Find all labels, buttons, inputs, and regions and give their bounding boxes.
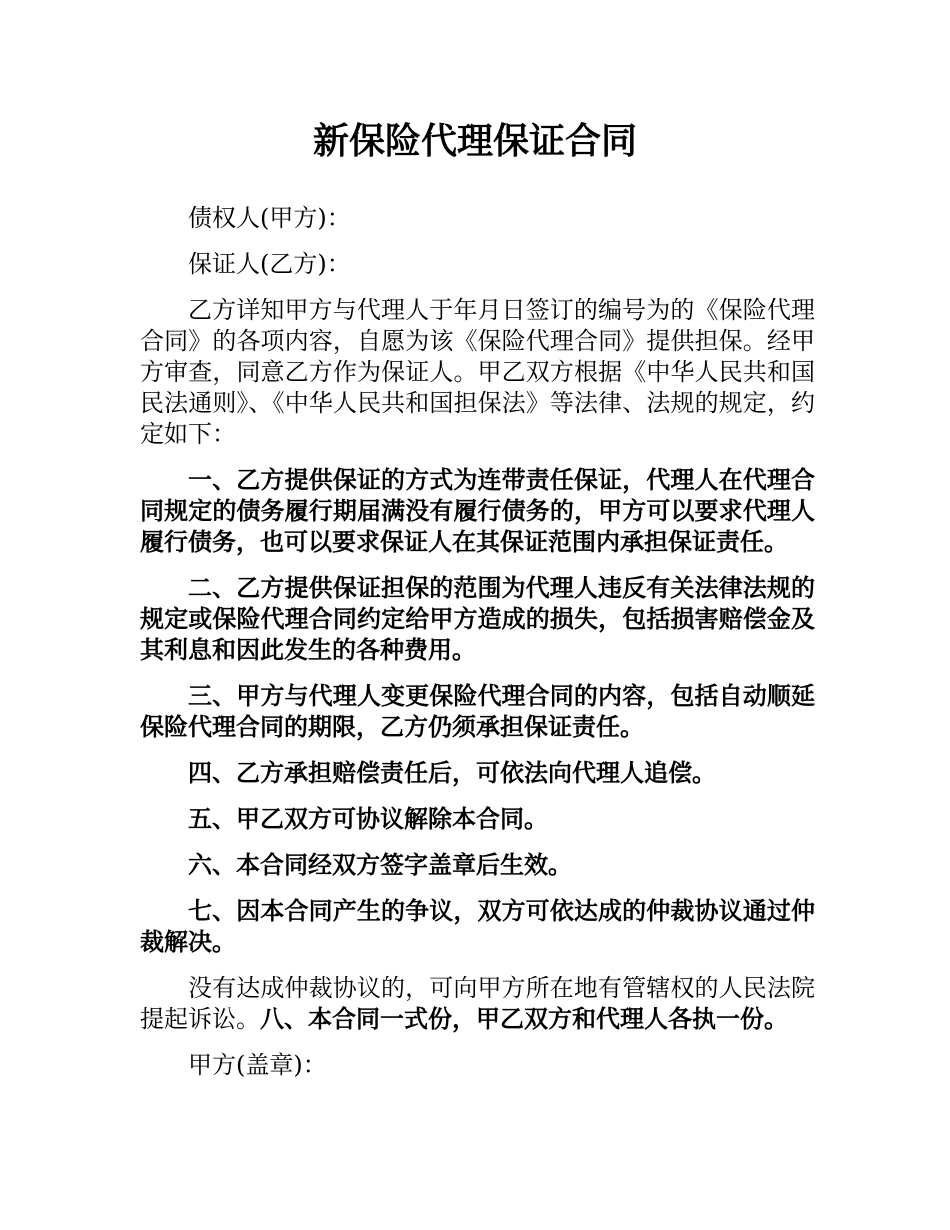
clause-5: 五、甲乙双方可协议解除本合同。 (188, 805, 548, 833)
clause-2: 二、乙方提供保证担保的范围为代理人违反有关法律法规的规定或保险代理合同约定给甲方造成的损失，包括损害赔偿金及其利息和因此发生的各种费用。 (140, 574, 815, 664)
creditor-label: 债权人(甲方)： (188, 204, 351, 232)
party-a-seal-label: 甲方(盖章)： (188, 1051, 327, 1079)
litigation-text: 没有达成仲裁协议的，可向甲方所在地有管辖权的人民法院提起诉讼。 (140, 974, 815, 1033)
clause-3: 三、甲方与代理人变更保险代理合同的内容，包括自动顺延保险代理合同的期限，乙方仍须承担保证责任。 (140, 682, 815, 741)
preamble-paragraph: 乙方详知甲方与代理人于年月日签订的编号为的《保险代理合同》的各项内容，自愿为该《保险代理合同》提供担保。经甲方审查，同意乙方作为保证人。甲乙双方根据《中华人民共和国民法通则》、《中华人民共和国担保法》等法律、法规的规定，约定如下： (140, 296, 815, 448)
clause-6: 六、本合同经双方签字盖章后生效。 (188, 851, 572, 879)
document-title: 新保险代理保证合同 (312, 121, 637, 162)
litigation-paragraph (140, 973, 815, 1035)
clause-8: 八、本合同一式份，甲乙双方和代理人各执一份。 (260, 1005, 788, 1033)
document-body (140, 203, 815, 1096)
clause-4: 四、乙方承担赔偿责任后，可依法向代理人追偿。 (188, 759, 716, 787)
clause-1: 一、乙方提供保证的方式为连带责任保证，代理人在代理合同规定的债务履行期届满没有履行债务的，甲方可以要求代理人履行债务，也可以要求保证人在其保证范围内承担保证责任。 (140, 466, 815, 556)
clause-7: 七、因本合同产生的争议，双方可依达成的仲裁协议通过仲裁解决。 (140, 897, 815, 956)
guarantor-label: 保证人(乙方)： (188, 250, 351, 278)
